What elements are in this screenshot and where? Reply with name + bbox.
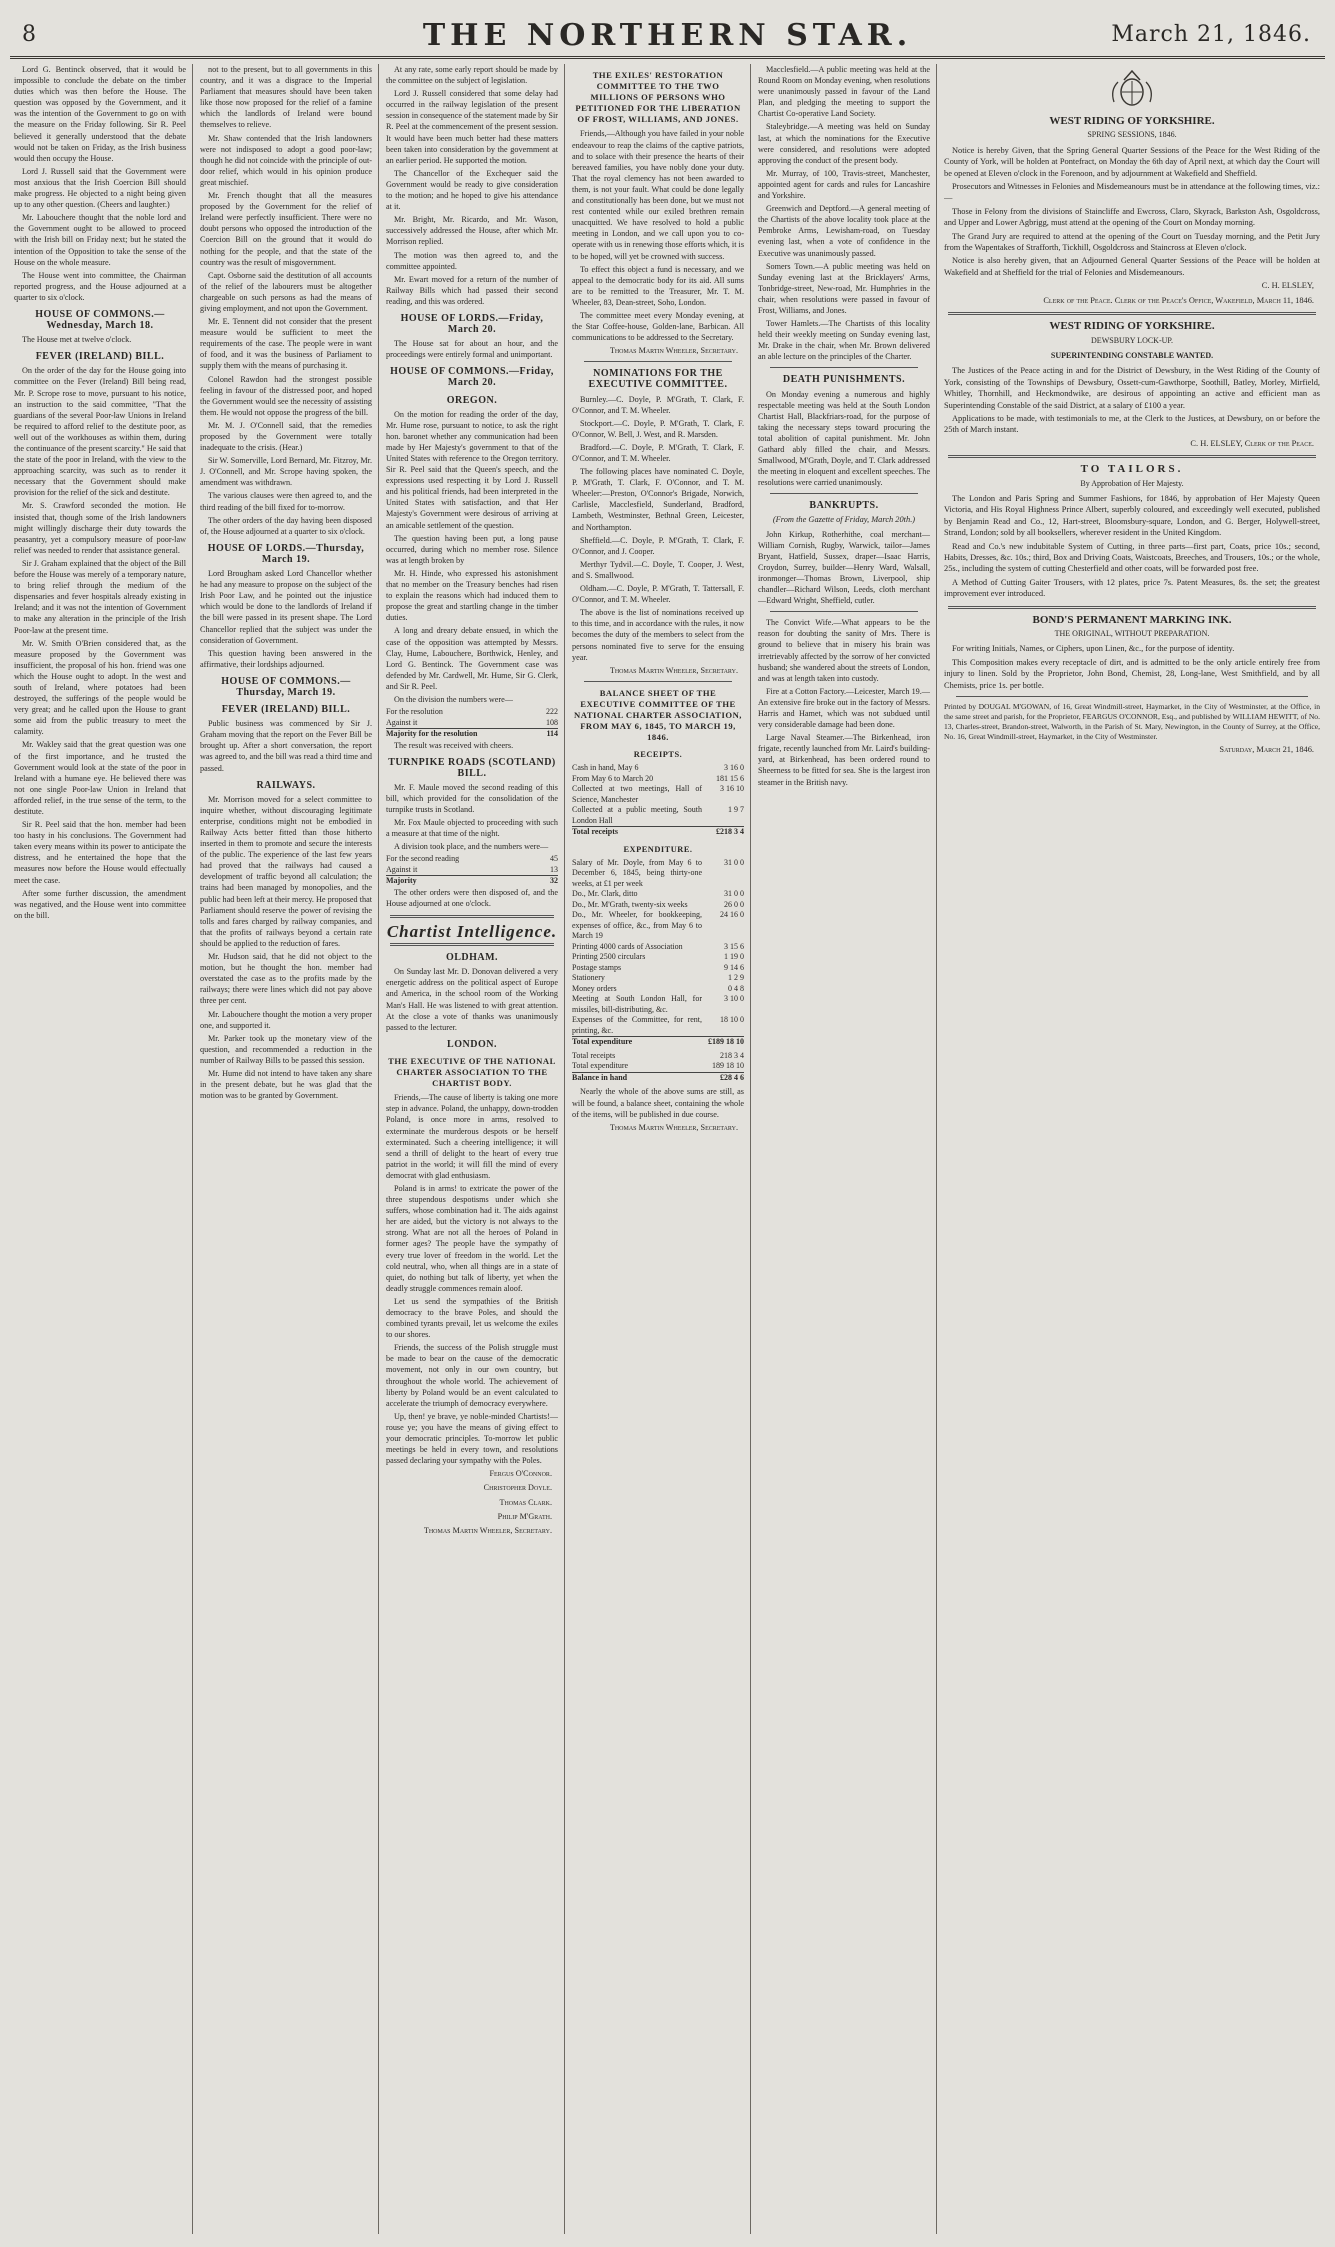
paragraph: Lord J. Russell said that the Government were most anxious that the Irish Coercion Bill should make progress. He objected to a night being given up to any other question. (Cheers and laughter.)	[14, 166, 186, 210]
divider	[770, 611, 918, 612]
signature: Clerk of the Peace. Clerk of the Peace's Office, Wakefield, March 11, 1846.	[1043, 295, 1314, 305]
column-1	[14, 64, 186, 2234]
paragraph: On the order of the day for the House going into committee on the Fever (Ireland) Bill being read, Mr. P. Scrope rose to move, pursuant to his notice, an instruction to the said committee, "That the guardians of the several Poor-law Unions in Ireland be required to afford relief to the destitute poor, as well out of the workhouses as within them, during the continuance of the present scarcity." He said that the state of the poor in Ireland, with the view to the approaching scarcity, was such as to render it necessary that the Government should make provision for the relief of the sick and destitute.	[14, 366, 186, 498]
paragraph: Lord G. Bentinck observed, that it would be impossible to conclude the debate on the timber duties which was then before the House. The question was opposed by the Government, and it was the intention of the Government to go on with the measure on the Friday following. Sir R. Peel believed it generally understood that the debate would not be taken on Friday, as the Irish business would then occupy the House.	[14, 65, 186, 163]
paragraph: Mr. E. Tennent did not consider that the present measure would be sufficient to meet the requirements of the case. The people were in want of food, and it was the business of Parliament to supply them with the means of purchasing it.	[200, 317, 372, 371]
paragraph: A division took place, and the numbers were—	[394, 842, 549, 852]
section-heading: FEVER (IRELAND) BILL.	[35, 351, 165, 363]
paragraph: Mr. Shaw contended that the Irish landowners were not indisposed to adopt a good poor-law; though he did not coincide with the principle of out-door relief, which would in his opinion produce great mischief.	[200, 133, 372, 187]
column-rule	[750, 64, 751, 2234]
section-heading: OREGON.	[446, 394, 498, 406]
signature: Fergus O'Connor.	[489, 1469, 552, 1479]
paragraph: Sir J. Graham explained that the object of the Bill before the House was merely of a temporary nature, to bring relief through the medium of the dispensaries and fever hospitals already existing in Ireland; and it was not the intention of Government to make any alteration in the principle of the Irish Poor-law at the present time.	[14, 558, 186, 635]
section-heading: OLDHAM.	[445, 952, 499, 964]
ad-subtitle: THE ORIGINAL, WITHOUT PREPARATION.	[1054, 629, 1210, 639]
table-row: Do., Mr. Clark, ditto 31 0 0	[572, 889, 744, 899]
table-row: Collected at a public meeting, South London Hall 1 9 7	[572, 805, 744, 825]
paragraph: Poland is in arms! to extricate the power of the three stupendous despotisms under which she suffers, whose combination had it. The aids against her are aided, but the victory is not always to the strong. What are not all the heroes of Poland in former ages? The people have the sympathy of every true lover of freedom in the world. Let the cold neutral, who, when all things are in a state of quiet, do nothing but talk of liberty, yet when the deadly struggle commences remain aloof.	[386, 1183, 558, 1293]
paragraph: Mr. W. Smith O'Brien considered that, as the measure proposed by the Government was insufficient, the proposal of his hon. friend was one which the House ought to adopt. In the west and south of Ireland, where potatoes had been destroyed, the sufferings of the people would be very great; and he called upon the House to grant some aid from the public treasury to meet the calamity.	[14, 638, 186, 737]
paragraph: Mr. Parker took up the monetary view of the question, and recommended a reduction in the number of Railway Bills to be passed this session.	[200, 1033, 372, 1065]
divider	[390, 915, 554, 918]
paragraph: Applications to be made, with testimonials to me, at the Clerk to the Justices, at Dewsbury, on or before the 25th of March instant.	[944, 413, 1320, 435]
signature: Thomas Clark.	[499, 1497, 552, 1507]
paragraph: Mr. Labouchere thought the motion a very proper one, and supported it.	[200, 1009, 372, 1030]
royal-arms-icon	[1104, 68, 1160, 110]
paragraph: A Method of Cutting Gaiter Trousers, with 12 plates, price 7s. Patent Measures, 8s. the set; the greatest improvement ever introduced.	[944, 577, 1320, 599]
section-heading: BALANCE SHEET OF THE EXECUTIVE COMMITTEE OF THE NATIONAL CHARTER ASSOCIATION, FROM MAY 6, 1845, TO MARCH 19, 1846.	[574, 687, 742, 743]
paragraph: Large Naval Steamer.—The Birkenhead, iron frigate, recently launched from Mr. Laird's building-yard, at Birkenhead, has been ordered round to Sheerness to be fitted for sea. She is the largest iron steamer in the British navy.	[758, 733, 930, 787]
paragraph: The Justices of the Peace acting in and for the District of Dewsbury, in the West Riding of the County of York, consisting of the Townships of Dewsbury, Ossett-cum-Gawthorpe, Soothill, Batley, Morley, Mirfield, Whitley, Thornhill, and Heckmondwike, are desirous of appointing an active and efficient man as Superintending Constable of the said District, at a salary of £100 a year.	[944, 366, 1320, 410]
signature: C. H. ELSLEY, Clerk of the Peace.	[1190, 438, 1314, 448]
paragraph: Mr. Hudson said, that he did not object to the motion, but he thought the hon. member had overstated the case as to the profits made by the railways; there were lines which did not pay above three per cent.	[200, 952, 372, 1006]
paragraph: The Chancellor of the Exchequer said the Government would be ready to give consideration to the motion; and he hoped to give his attendance at it.	[386, 168, 558, 212]
column-rule	[378, 64, 379, 2234]
section-heading: HOUSE OF COMMONS.—Friday, March 20.	[390, 366, 554, 389]
table-row: Against it 13	[386, 864, 558, 874]
paragraph: On Monday evening a numerous and highly respectable meeting was held at the South London Chartist Hall, Blackfriars-road, for the purpose of taking the necessary steps toward procuring the total abolition of capital punishment. Mr. John Gathard ably filled the chair, and Messrs. Smallwood, M'Grath, Doyle, and T. Clark addressed the meeting in eloquent and excellent speeches. The resolutions were carried unanimously.	[758, 389, 930, 488]
table-row: Expenses of the Committee, for rent, printing, &c. 18 10 0	[572, 1015, 744, 1035]
ad-title: BOND'S PERMANENT MARKING INK.	[1032, 613, 1232, 626]
paragraph: Oldham.—C. Doyle, P. M'Grath, T. Tattersall, F. O'Connor, and T. M. Wheeler.	[572, 584, 744, 605]
table-row: Total receipts £218 3 4	[572, 827, 744, 837]
paragraph: Let us send the sympathies of the British democracy to the brave Poles, and should the combined tyrants prevail, let us welcome the exiles to our shores.	[386, 1296, 558, 1340]
signature: Thomas Martin Wheeler, Secretary.	[423, 1525, 552, 1535]
table-row: Cash in hand, May 6 3 16 0	[572, 763, 744, 773]
paragraph: Sir W. Somerville, Lord Bernard, Mr. Fitzroy, Mr. J. O'Connell, and Mr. Scrope having spoken, the amendment was withdrawn.	[200, 456, 372, 488]
imprint-date: Saturday, March 21, 1846.	[1219, 745, 1314, 755]
paragraph: Mr. Morrison moved for a select committee to inquire whether, without discouraging legitimate enterprise, conditions might not be embodied in Railway Acts better fitted than those hitherto inserted in them to promote and secure the interests of the public. The experience of the last few years had proved that the railways had caused a development of traffic beyond all calculation; the trains had been managed by monopolies, and the public had been left at their mercy. He proposed that Parliament should reserve the power of revising the tolls and fares charged by railway companies, and that the profits of railways beyond a certain rate should be applied to the reduction of fares.	[200, 794, 372, 948]
section-heading: HOUSE OF LORDS.—Thursday, March 19.	[207, 542, 365, 565]
subheading: (From the Gazette of Friday, March 20th.)	[772, 515, 916, 525]
paragraph: Mr. Wakley said that the great question was one of the first importance, and he trusted the Government would look at the state of the poor in Ireland with a humane eye. He believed there was not one single Poor-law Union in Ireland that afforded relief, in the true sense of the term, to the destitute.	[14, 740, 186, 816]
table-row: Total expenditure 189 18 10	[572, 1061, 744, 1071]
paragraph: The following places have nominated C. Doyle, P. M'Grath, T. Clark, F. O'Connor, and T. M. Wheeler:—Preston, O'Connor's Brigade, Norwich, Carlisle, Macclesfield, Sunderland, Bradford, Lambeth, Westminster, Bethnal Green, Leicester, and Northampton.	[572, 467, 744, 532]
paragraph: Staleybridge.—A meeting was held on Sunday last, at which the nominations for the Executive were considered, and resolutions were adopted approving the conduct of the present body.	[758, 122, 930, 165]
paragraph: Friends, the success of the Polish struggle must be made to bear on the cause of the democratic movement, not only in our own country, but throughout the whole world. The achievement of liberty by Poland would be an event calculated to accelerate the triumph of democracy everywhere.	[386, 1343, 558, 1408]
paragraph: On the division the numbers were—	[394, 694, 513, 704]
paragraph: Mr. Bright, Mr. Ricardo, and Mr. Wason, successively addressed the House, after which Mr. Morrison replied.	[386, 215, 558, 247]
expenditure-table	[572, 858, 744, 1048]
paragraph: On Sunday last Mr. D. Donovan delivered a very energetic address on the political aspect of Europe and America, in the school room of the Working Man's Hall. He was listened to with great attention. At the close a vote of thanks was unanimously passed to the lecturer.	[386, 967, 558, 1032]
column-rule	[936, 64, 937, 2234]
divider	[948, 455, 1316, 458]
column-5	[758, 64, 930, 2234]
table-row: For the second reading 45	[386, 854, 558, 864]
section-heading: THE EXECUTIVE OF THE NATIONAL CHARTER ASSOCIATION TO THE CHARTIST BODY.	[388, 1055, 556, 1089]
paragraph: The other orders were then disposed of, and the House adjourned at one o'clock.	[386, 887, 558, 908]
paragraph: Nearly the whole of the above sums are still, as will be found, a balance sheet, containing the whole of the items, will be published in due course.	[572, 1087, 744, 1119]
paragraph: Those in Felony from the divisions of Staincliffe and Ewcross, Claro, Skyrack, Barkston Ash, Osgoldcross, and Upper and Lower Agbrigg, must attend at the opening of the Court on Monday morning.	[944, 206, 1320, 228]
column-6-advertisements	[944, 64, 1320, 2234]
ad-subtitle: SUPERINTENDING CONSTABLE WANTED.	[1050, 350, 1214, 360]
paragraph: Somers Town.—A public meeting was held on Sunday evening last at the Bricklayers' Arms, Tonbridge-street, New-road, Mr. Humphries in the chair, when resolutions were passed in favour of Frost, Williams, and Jones.	[758, 261, 930, 315]
paragraph: Lord Brougham asked Lord Chancellor whether he had any measure to propose on the subject of the Irish Poor Law, and he pointed out the injustice which would be done to the landlords of Ireland if the bill were passed in its present shape. The Lord Chancellor replied that the subject was under the consideration of Government.	[200, 569, 372, 645]
paragraph: Mr. F. Maule moved the second reading of this bill, which provided for the consolidation of the turnpike trusts in Scotland.	[386, 782, 558, 815]
table-row: From May 6 to March 20 181 15 6	[572, 773, 744, 783]
paragraph: Mr. Hume did not intend to have taken any share in the present debate, but he was glad that the motion was to be granted by Government.	[200, 1068, 372, 1101]
table-row: Total expenditure £189 18 10	[572, 1037, 744, 1047]
divider	[948, 606, 1316, 609]
paragraph: On the motion for reading the order of the day, Mr. Hume rose, pursuant to notice, to ask the right hon. baronet whether any communication had been made by Her Majesty's government to that of the United States with reference to the Oregon territory. Sir R. Peel said that the Queen's speech, and the expressions used respecting it by Lord J. Russell and his political friends, had been interpreted in the United States with satisfaction, and that Her Majesty's Government were desirous of arriving at an amicable settlement of the question.	[386, 409, 558, 530]
paragraph: The other orders of the day having been disposed of, the House adjourned at a quarter to six o'clock.	[200, 515, 372, 536]
table-row: Money orders 0 4 8	[572, 983, 744, 993]
paragraph: Tower Hamlets.—The Chartists of this locality held their weekly meeting on Sunday evening last, Mr. Drake in the chair, when Mr. Brown delivered an able lecture on the principles of the Charter.	[758, 319, 930, 362]
column-2	[200, 64, 372, 2234]
chartist-intelligence-heading: Chartist Intelligence.	[386, 922, 558, 942]
section-heading: HOUSE OF COMMONS.—Wednesday, March 18.	[35, 308, 165, 332]
paragraph: The House went into committee, the Chairman reported progress, and the House adjourned at a quarter to six o'clock.	[14, 270, 186, 302]
divider	[948, 312, 1316, 315]
ad-subtitle: By Approbation of Her Majesty.	[1080, 478, 1184, 488]
paragraph: Prosecutors and Witnesses in Felonies and Misdemeanours must be in attendance at the following times, viz.:—	[944, 182, 1320, 203]
paragraph: A long and dreary debate ensued, in which the case of the opposition was attempted by Messrs. Clay, Hume, Labouchere, Borthwick, Henley, and Lord G. Bentinck. The Government case was defended by Mr. Cardwell, Mr. Hume, Sir G. Clerk, and Sir R. Peel.	[386, 626, 558, 691]
paragraph: Mr. Ewart moved for a return of the number of Railway Bills which had passed their second reading, and this was ordered.	[386, 274, 558, 306]
paragraph: Macclesfield.—A public meeting was held at the Round Room on Monday evening, when resolutions were unanimously passed in favour of the Land Plan, and pledging the meeting to support the Chartist Co-operative Land Society.	[758, 65, 930, 119]
signature: Philip M'Grath.	[497, 1511, 552, 1521]
paragraph: The Convict Wife.—What appears to be the reason for doubting the sanity of Mrs. There is ground to believe that in misery his brain was irretrievably affected by the sorrow of her convicted husband; she wandered about the streets of London, and was at length taken into custody.	[758, 618, 930, 683]
paragraph: Mr. Murray, of 100, Travis-street, Manchester, appointed agent for cards and rules for Lancashire and Yorkshire.	[758, 168, 930, 201]
paragraph: This question having been answered in the affirmative, their lordships adjourned.	[200, 648, 372, 669]
table-row: Salary of Mr. Doyle, from May 6 to December 6, 1845, being thirty-one weeks, at £1 per week 31 0 0	[572, 857, 744, 888]
table-row: For the resolution 222	[386, 707, 558, 717]
paragraph: Read and Co.'s new indubitable System of Cutting, in three parts—first part, Coats, price 10s.; second, Habits, Dresses, &c. 10s.; third, Box and Driving Coats, Waistcoats, Breeches, and Trousers, 10s.; or the whole, 25s., including the system of cutting Chesterfield and other coats, will be forwarded post free.	[944, 541, 1320, 574]
paragraph: The House sat for about an hour, and the proceedings were entirely formal and unimportant.	[386, 339, 558, 360]
signature: Thomas Martin Wheeler, Secretary.	[609, 665, 738, 675]
paragraph: Greenwich and Deptford.—A general meeting of the Chartists of the above locality took place at the Pembroke Arms, Lewisham-road, on Tuesday evening last, when a vote of confidence in the Executive was unanimously passed.	[758, 204, 930, 258]
ad-title: WEST RIDING OF YORKSHIRE.	[1049, 115, 1215, 127]
paragraph: Sir R. Peel said that the hon. member had been too hasty in his conclusions. The Government had taken every means within its power to anticipate the distress, and he entertained the hope that the measures now before the House would effectually meet the case.	[14, 820, 186, 885]
paragraph: Capt. Osborne said the destitution of all accounts of the relief of the labourers must be altogether chargeable on such persons as had the means of giving employment, and not upon the Government.	[200, 270, 372, 313]
section-heading: HOUSE OF COMMONS.—Thursday, March 19.	[221, 675, 351, 698]
paragraph: Notice is hereby Given, that the Spring General Quarter Sessions of the Peace for the West Riding of the County of York, will be holden at Pontefract, on Monday the 6th day of April next, at which day the Court will be opened at Eleven o'clock in the Forenoon, and by adjournment at Wakefield and Sheffield.	[944, 145, 1320, 178]
paragraph: Friends,—The cause of liberty is taking one more step in advance. Poland, the unhappy, down-trodden Poland, is once more in arms, resolved to exterminate the murderous despots or be herself exterminated. Such a cheering intelligence; it will send a thrill of delight to the heart of every true patriot in the world; it will fill the mind of every democrat with glad enthusiasm.	[386, 1093, 558, 1180]
newspaper-title: THE NORTHERN STAR.	[422, 18, 913, 53]
paragraph: This Composition makes every receptacle of dirt, and is admitted to be the only article entirely free from injury to linen. Sold by the Proprietor, John Bond, Chemist, 28, Long-lane, West Smithfield, and by all Chemists, price 1s. per bottle.	[944, 657, 1320, 690]
table-row: Against it 108	[386, 717, 558, 727]
section-heading: NOMINATIONS FOR THE EXECUTIVE COMMITTEE.	[588, 368, 728, 391]
table-row: Printing 4000 cards of Association 3 15 6	[572, 941, 744, 951]
paragraph: Merthyr Tydvil.—C. Doyle, T. Cooper, J. West, and S. Smallwood.	[572, 559, 744, 580]
ad-title: TO TAILORS.	[1080, 463, 1184, 476]
section-heading: LONDON.	[447, 1038, 497, 1050]
expenditure-heading: EXPENDITURE.	[623, 844, 693, 854]
divider	[584, 681, 732, 682]
signature: Thomas Martin Wheeler, Secretary.	[609, 346, 738, 356]
paragraph: The London and Paris Spring and Summer Fashions, for 1846, by approbation of Her Majesty Queen Victoria, and His Royal Highness Prince Albert, superbly coloured, and exceedingly well executed, published by Benjamin Read and Co., 12, Hart-street, Bloomsbury-square, London, and G. Berger, Holywell-street, Strand, London; sold by all booksellers, wherever resident in the United Kingdom.	[944, 493, 1320, 538]
paragraph: The various clauses were then agreed to, and the third reading of the bill fixed for to-morrow.	[200, 491, 372, 512]
section-heading: FEVER (IRELAND) BILL.	[221, 704, 351, 716]
table-row: Total receipts 218 3 4	[572, 1050, 744, 1060]
column-rule	[192, 64, 193, 2234]
table-row: Balance in hand £28 4 6	[572, 1072, 744, 1082]
paragraph: The committee meet every Monday evening, at the Star Coffee-house, Golden-lane, Barbican. All communications to be addressed to the Secretary.	[572, 310, 744, 343]
table-row: Do., Mr. Wheeler, for bookkeeping, expenses of office, &c., from May 6 to March 19 24 16 0	[572, 910, 744, 941]
section-heading: BANKRUPTS.	[809, 500, 879, 512]
paragraph: Colonel Rawdon had the strongest possible feeling in favour of the distressed poor, and hoped the Government would see the necessity of assisting them. He would not oppose the progress of the bill.	[200, 374, 372, 417]
paragraph: The House met at twelve o'clock.	[22, 335, 132, 345]
issue-date: March 21, 1846.	[1111, 22, 1311, 47]
paragraph: Sheffield.—C. Doyle, P. M'Grath, T. Clark, F. O'Connor, and J. Cooper.	[572, 535, 744, 556]
paragraph: Notice is also hereby given, that an Adjourned General Quarter Sessions of the Peace will be holden at Wakefield and at Sheffield for the trial of Felonies and Misdemeanours.	[944, 256, 1320, 277]
paragraph: Lord J. Russell considered that some delay had occurred in the railway legislation of the present session in consequence of the statement made by Sir R. Peel at the commencement of the present session. It would have been much better had these matters been taken into consideration by the government at an earlier period. He supported the motion.	[386, 89, 558, 165]
paragraph: At any rate, some early report should be made by the committee on the subject of legislation.	[386, 65, 558, 86]
paragraph: For writing Initials, Names, or Ciphers, upon Linen, &c., for the purpose of identity.	[952, 644, 1235, 654]
table-row: Collected at two meetings, Hall of Science, Manchester 3 16 10	[572, 784, 744, 804]
table-row: Printing 2500 circulars 1 19 0	[572, 952, 744, 962]
divider	[956, 696, 1308, 697]
paragraph: The above is the list of nominations received up to this time, and in accordance with the rules, it now becomes the duty of the members to select from the persons nominated five to serve for the ensuing year.	[572, 608, 744, 662]
paragraph: The result was received with cheers.	[394, 740, 514, 750]
masthead	[10, 8, 1325, 59]
ad-subtitle: DEWSBURY LOCK-UP.	[1091, 335, 1173, 345]
receipts-table	[572, 763, 744, 838]
table-row: Meeting at South London Hall, for missiles, bill-distributing, &c. 3 10 0	[572, 994, 744, 1014]
paragraph: Mr. Labouchere thought that the noble lord and the Government ought to be allowed to proceed with the Irish bill on Friday next; but he stated the intention of the Opposition to take the sense of the House on the whole measure.	[14, 213, 186, 267]
page-number: 8	[22, 22, 36, 47]
table-row: Majority 32	[386, 876, 558, 886]
paragraph: Mr. H. Hinde, who expressed his astonishment that no member on the Treasury benches had risen to explain the reasons which had induced them to propose the great and startling change in the timber duties.	[386, 568, 558, 623]
paragraph: Public business was commenced by Sir J. Graham moving that the report on the Fever Bill be brought up. After a short conversation, the report was agreed to, and the bill was read a third time and passed.	[200, 719, 372, 773]
table-row: Do., Mr. M'Grath, twenty-six weeks 26 0 0	[572, 899, 744, 909]
paragraph: Mr. M. J. O'Connell said, that the remedies proposed by the Government were totally inadequate to the crisis. (Hear.)	[200, 420, 372, 453]
division-table	[386, 707, 558, 740]
printer-imprint: Printed by DOUGAL M'GOWAN, of 16, Great Windmill-street, Haymarket, in the City of Westminster, at the Office, in the same street and parish, for the Proprietor, FEARGUS O'CONNOR, Esq., and published by WILLIAM HEWITT, of No. 13, Charles-street, Brandon-street, Walworth, in the Parish of St. Mary, Newington, in the County of Surrey, at the Office, No. 16, Great Windmill-street, Haymarket, in the City of Westminster.	[944, 702, 1320, 742]
section-heading: HOUSE OF LORDS.—Friday, March 20.	[400, 312, 544, 336]
section-heading: DEATH PUNISHMENTS.	[782, 374, 906, 386]
column-3	[386, 64, 558, 2234]
paragraph: After some further discussion, the amendment was negatived, and the House went into committee on the bill.	[14, 888, 186, 920]
paragraph: Bradford.—C. Doyle, P. M'Grath, T. Clark, F. O'Connor, and T. M. Wheeler.	[572, 442, 744, 463]
divider	[770, 493, 918, 494]
paragraph: The question having been put, a long pause occurred, during which no member rose. Silence was at length broken by	[386, 533, 558, 565]
column-rule	[564, 64, 565, 2234]
paragraph: Burnley.—C. Doyle, P. M'Grath, T. Clark, F. O'Connor, and T. M. Wheeler.	[572, 394, 744, 415]
summary-table	[572, 1051, 744, 1084]
paragraph: not to the present, but to all governments in this country, and it was a disgrace to the Imperial Parliament that measures should have been taken like those now proposed for the relief of a famine which the landlords of Ireland were bound themselves to relieve.	[200, 65, 372, 130]
paragraph: Mr. Fox Maule objected to proceeding with such a measure at that time of the night.	[386, 818, 558, 839]
signature: C. H. ELSLEY,	[1261, 281, 1314, 291]
paragraph: Fire at a Cotton Factory.—Leicester, March 19.—An extensive fire broke out in the factory of Messrs. Harris and Hamet, which was not subdued until very considerable damage had been done.	[758, 686, 930, 730]
table-row: Postage stamps 9 14 6	[572, 962, 744, 972]
division-table	[386, 854, 558, 887]
receipts-heading: RECEIPTS.	[633, 750, 683, 760]
section-heading: THE EXILES' RESTORATION COMMITTEE TO THE TWO MILLIONS OF PERSONS WHO PETITIONED FOR THE LIBERATION OF FROST, WILLIAMS, AND JONES.	[575, 70, 741, 125]
signature: Christopher Doyle.	[483, 1483, 552, 1493]
section-heading: TURNPIKE ROADS (SCOTLAND) BILL.	[388, 756, 556, 779]
ad-subtitle: SPRING SESSIONS, 1846.	[1087, 130, 1177, 140]
paragraph: John Kirkup, Rotherhithe, coal merchant—William Cornish, Rugby, Warwick, tailor—James Bryant, Hatfield, Sussex, draper—Isaac Harris, Croydon, Surrey, builder—Henry Ward, Walsall, ironmonger—Thomas Brown, Liverpool, ship chandler—Richard Wilson, Leeds, cloth merchant—Edward Wright, Sheffield, cutler.	[758, 529, 930, 606]
paragraph: To effect this object a fund is necessary, and we appeal to the democratic body for its aid. All sums are to be remitted to the Treasurer, Mr. T. M. Wheeler, 83, Dean-street, Soho, London.	[572, 264, 744, 307]
divider	[390, 943, 554, 946]
divider	[770, 367, 918, 368]
divider	[584, 361, 732, 362]
paragraph: Mr. French thought that all the measures proposed by the Government for the relief of Ireland were perfectly insufficient. There were no doubt persons who opposed the introduction of the Coercion Bill on the ground that it would do nothing for the people, and that the state of the country was the result of misgovernment.	[200, 191, 372, 267]
table-row: Majority for the resolution 114	[386, 729, 558, 739]
paragraph: The Grand Jury are required to attend at the opening of the Court on Tuesday morning, and the Petit Jury from the Wapentakes of Strafforth, Tickhill, Osgoldcross and Staincross at Eleven o'clock.	[944, 231, 1320, 253]
signature: Thomas Martin Wheeler, Secretary.	[609, 1122, 738, 1132]
ad-title: WEST RIDING OF YORKSHIRE.	[1049, 320, 1215, 333]
section-heading: RAILWAYS.	[256, 779, 316, 791]
paragraph: Stockport.—C. Doyle, P. M'Grath, T. Clark, F. O'Connor, W. Bell, J. West, and R. Marsden.	[572, 418, 744, 439]
paragraph: Mr. S. Crawford seconded the motion. He insisted that, though some of the Irish landowners might willingly discharge their duty towards the peasantry, yet a compulsory measure of poor-law relief was needed to render that assistance general.	[14, 501, 186, 555]
column-4	[572, 64, 744, 2234]
table-row: Stationery 1 2 9	[572, 973, 744, 983]
paragraph: Up, then! ye brave, ye noble-minded Chartists!—rouse ye; you have the means of giving effect to your democratic principles. To-morrow let public meetings be held in every town, and resolutions passed declaring your sympathy with the Poles.	[386, 1411, 558, 1466]
paragraph: Friends,—Although you have failed in your noble endeavour to reap the claims of the captive patriots, and to solace with their presence the hearts of their bereaved families, you have nobly done your duty. That the royal clemency has not been awarded to them, is not your fault. What could be done legally and constitutionally has been done, but we must not rest contented while our exiled brethren remain unacquitted. We have resolved to hold a public meeting in London, and we call upon you to co-operate with us in renewing those efforts which, it is to be hoped, will yet be crowned with success.	[572, 129, 744, 261]
paragraph: The motion was then agreed to, and the committee appointed.	[386, 250, 558, 271]
